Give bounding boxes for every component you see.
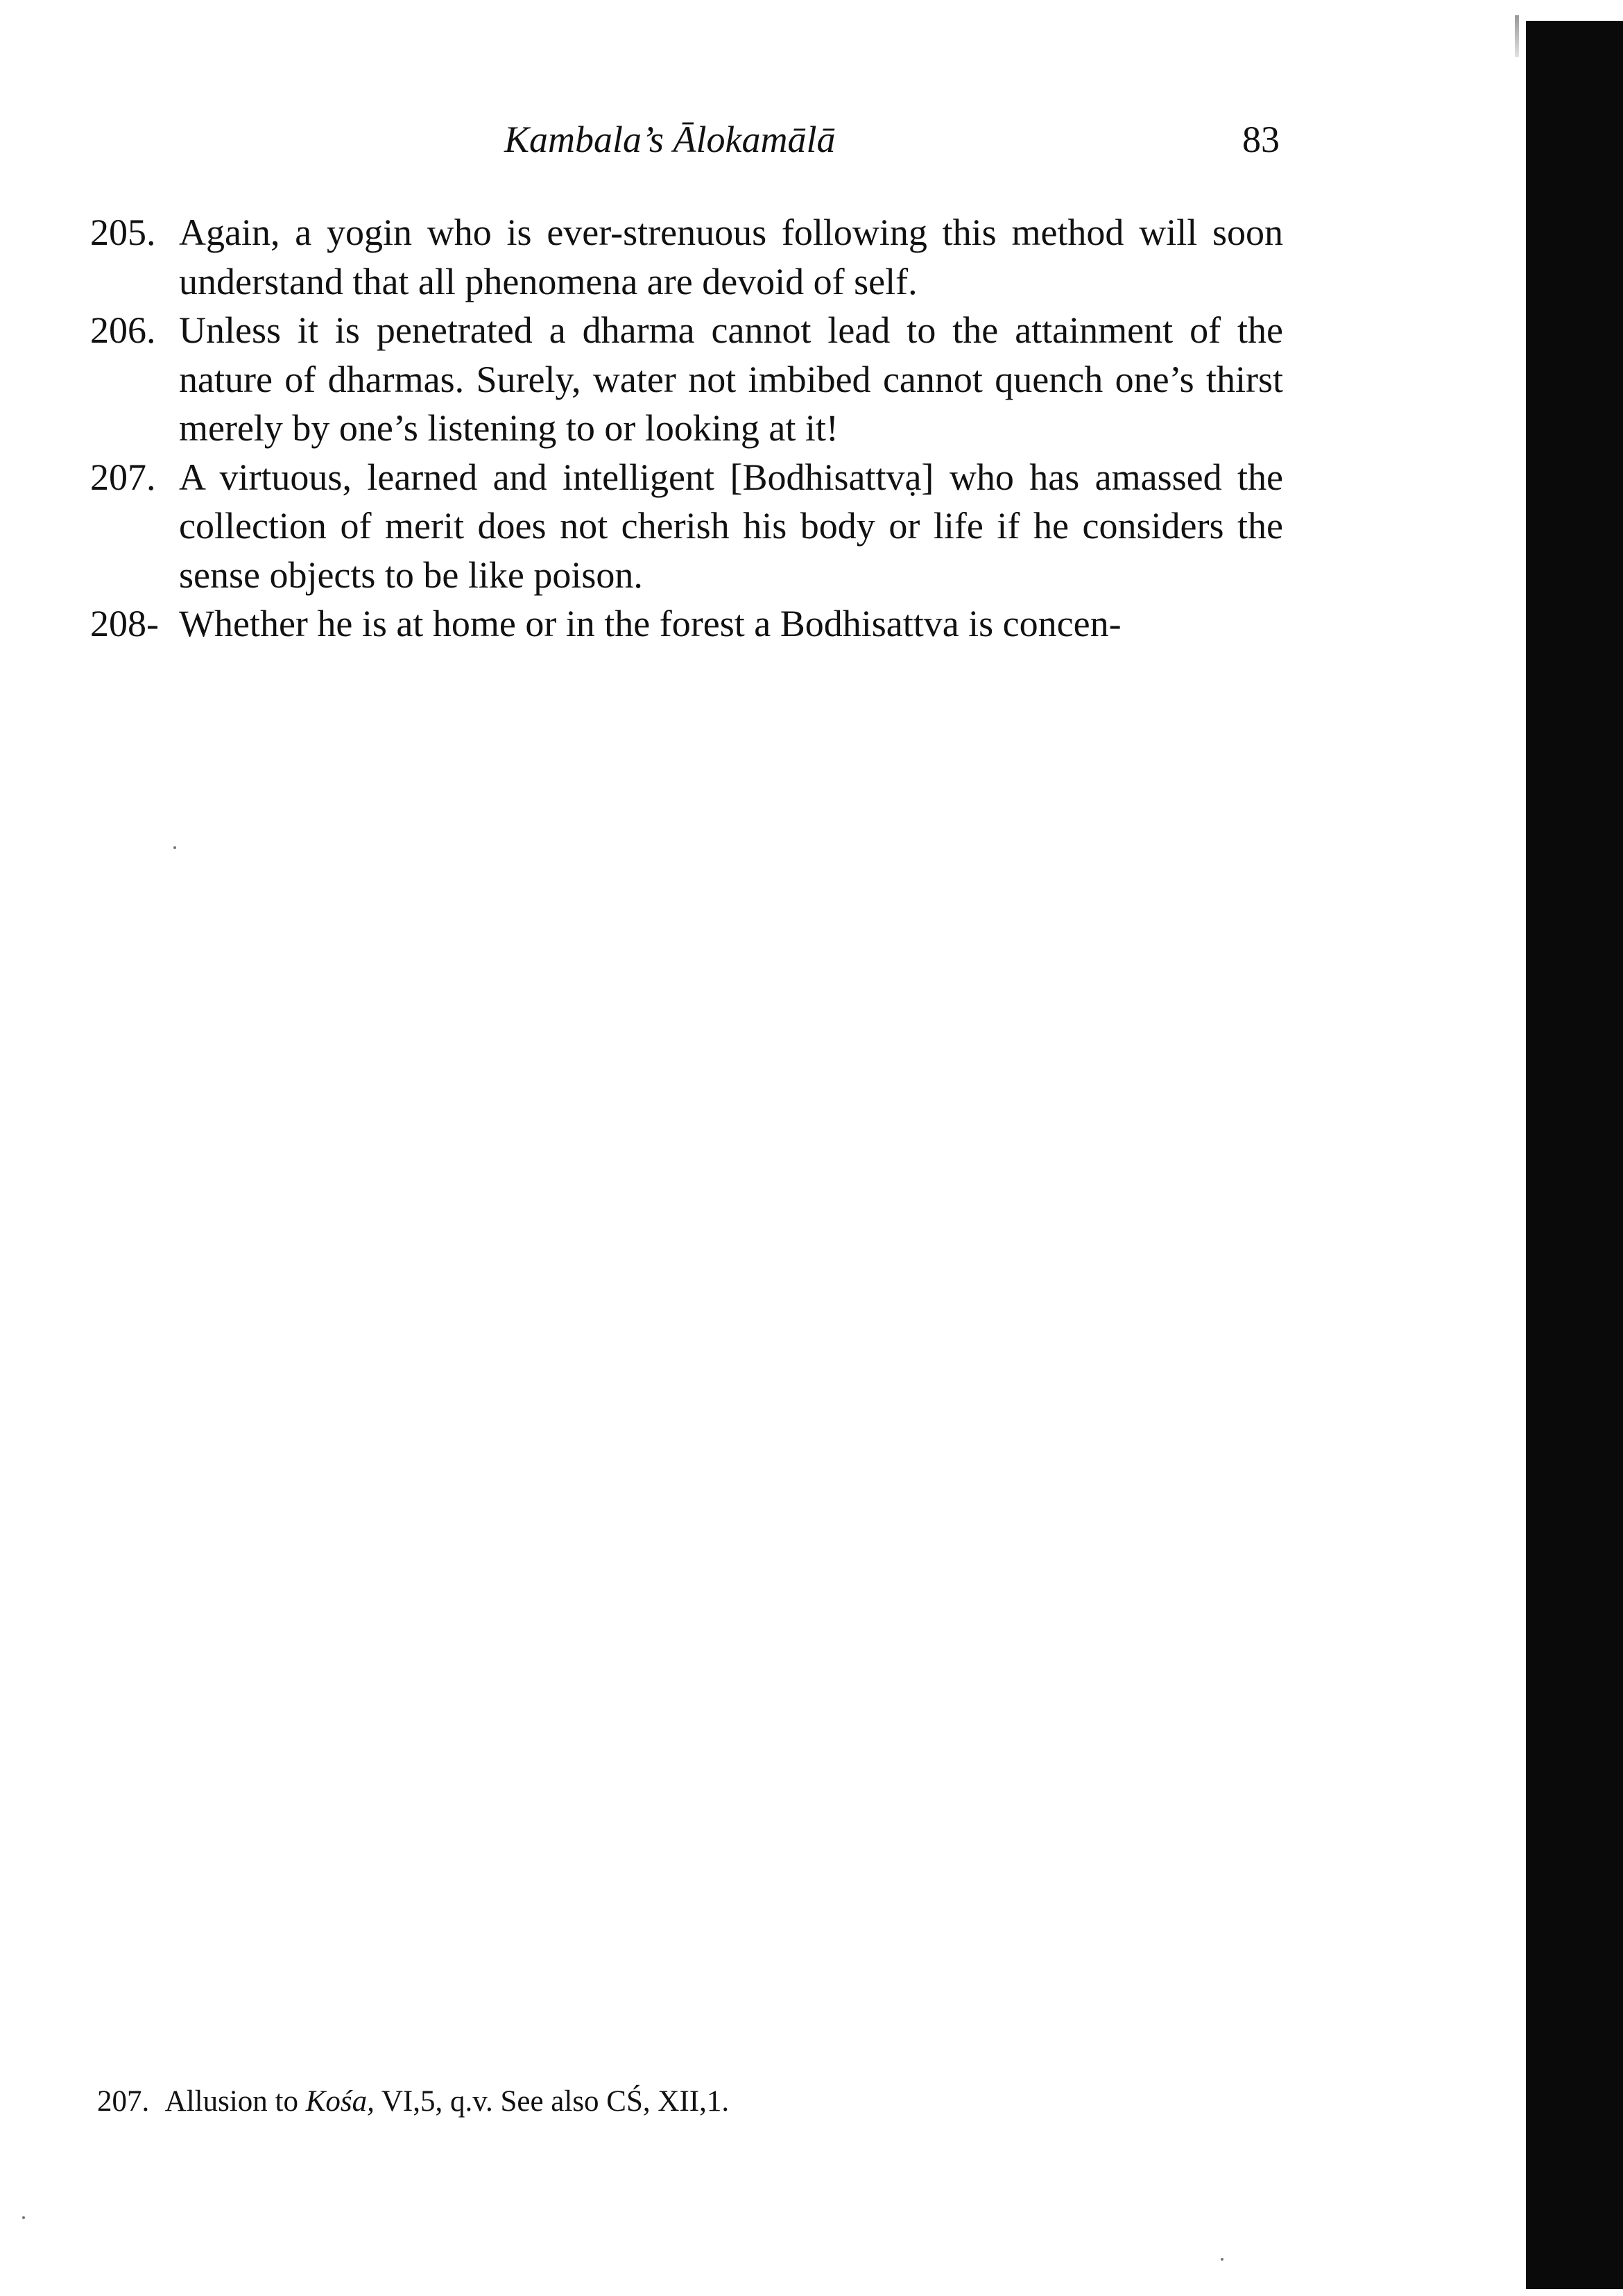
running-title: Kambala’s Ālokamālā	[504, 119, 836, 160]
running-header	[177, 118, 1280, 166]
verse-number: 207.	[90, 456, 156, 498]
verse-number: 206.	[90, 309, 156, 351]
verse-text: Whether he is at home or in the forest a Bodhisattva is concen-	[179, 603, 1122, 644]
verse-207	[90, 453, 1283, 600]
page-number: 83	[1242, 119, 1280, 160]
footnote-text-before: Allusion to	[164, 2085, 298, 2118]
verse-206	[90, 306, 1283, 453]
verse-text: Unless it is penetrated a dharma cannot lead to the attainment of the nature of dharmas. Surely, water not imbibed cannot quench one’s thirst merely by one’s listening to or looking at it!	[179, 309, 1283, 449]
scan-page-edge	[1526, 21, 1623, 2289]
verse-text: Again, a yogin who is ever-strenuous following this method will soon understand that all phenomena are devoid of self.	[179, 212, 1283, 302]
verse-208	[90, 599, 1283, 649]
verse-list	[90, 208, 1283, 649]
scan-speck	[1221, 2258, 1223, 2261]
footnote-number: 207.	[97, 2085, 150, 2118]
verse-text: A virtuous, learned and intelligent [Bodhisattvạ] who has amassed the collection of merit does not cherish his body or life if he considers the sense objects to be like poison.	[179, 456, 1283, 596]
footnote-text-after: VI,5, q.v. See also CŚ, XII,1.	[381, 2085, 730, 2118]
footnote	[97, 2084, 729, 2118]
scan-edge-mark	[1515, 15, 1519, 57]
scan-speck	[22, 2216, 25, 2219]
footnote-work-title: Kośa,	[305, 2085, 375, 2118]
verse-205	[90, 208, 1283, 306]
verse-number: 208-	[90, 603, 159, 644]
verse-number: 205.	[90, 212, 156, 253]
scan-speck	[173, 846, 176, 849]
